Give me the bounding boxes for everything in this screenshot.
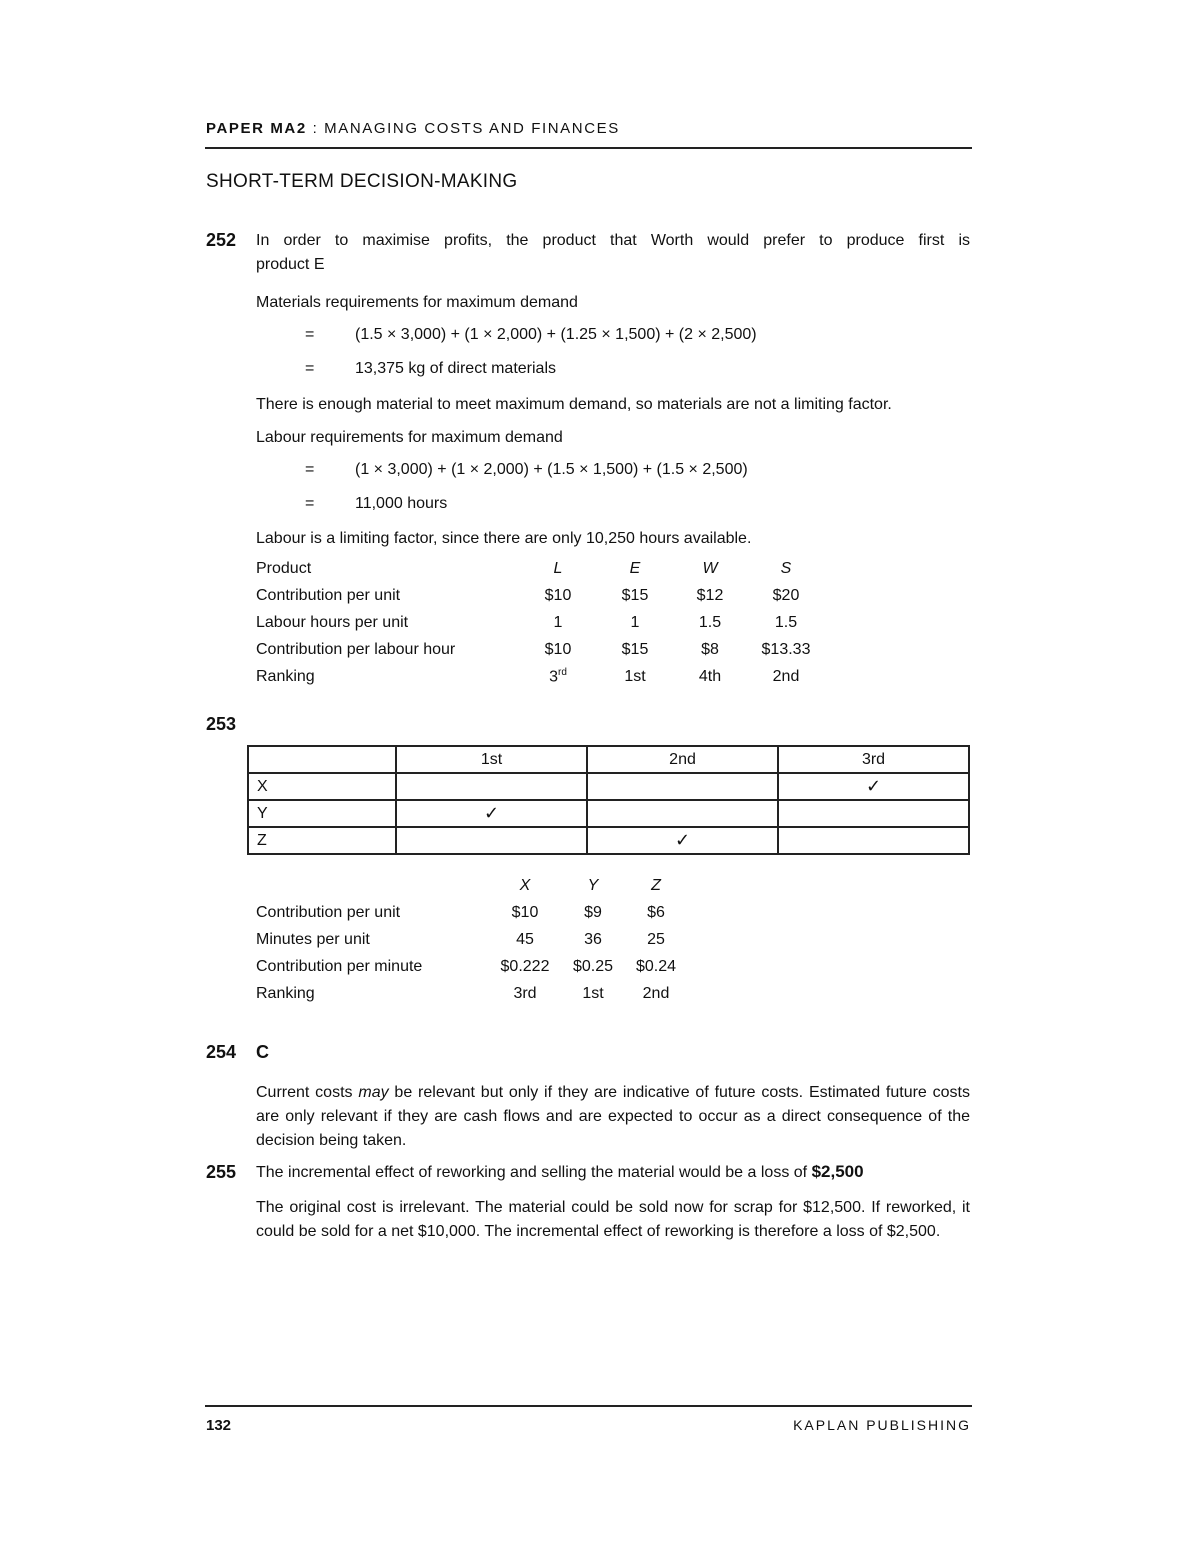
- table-cell: $20: [772, 586, 800, 604]
- table-cell: Ranking: [256, 984, 315, 1002]
- rank-value: 3: [549, 668, 558, 686]
- check-icon: ✓: [865, 776, 882, 796]
- materials-result: 13,375 kg of direct materials: [355, 360, 556, 377]
- explanation-text: be relevant but only if they are indicative of future costs. Estimated future costs are only relevant if they are cash flows and are expected to occur as a direct consequence of the decision being taken.: [256, 1084, 971, 1149]
- table-cell: $9: [584, 903, 602, 921]
- table-row: [256, 636, 824, 663]
- grid-cell: 3rd: [778, 746, 969, 773]
- table-cell: L: [553, 559, 563, 577]
- table-cell: Contribution per unit: [256, 903, 401, 921]
- table-cell: $12: [696, 586, 724, 604]
- table-cell: 45: [516, 930, 534, 948]
- minutes-ranking-table: [256, 872, 684, 1007]
- table-cell: [256, 872, 492, 899]
- labour-calculation: (1 × 3,000) + (1 × 2,000) + (1.5 × 1,500) + (1.5 × 2,500): [355, 461, 748, 478]
- table-cell: Minutes per unit: [256, 930, 370, 948]
- table-cell: Product: [256, 559, 312, 577]
- answer-text: The incremental effect of reworking and selling the material would be a loss of: [256, 1164, 812, 1181]
- footer-rule: [205, 1405, 972, 1407]
- table-cell: E: [629, 559, 641, 577]
- labour-note: Labour is a limiting factor, since there are only 10,250 hours available.: [256, 530, 752, 547]
- table-cell: $6: [647, 903, 665, 921]
- table-cell: $15: [621, 586, 649, 604]
- table-row: [256, 663, 824, 690]
- table-cell: 1: [630, 613, 640, 631]
- paper-subject: MANAGING COSTS AND FINANCES: [324, 120, 620, 137]
- grid-row: [248, 827, 969, 854]
- grid-cell: 2nd: [587, 746, 778, 773]
- grid-cell: [778, 827, 969, 854]
- table-cell: $15: [621, 640, 649, 658]
- question-255-answer: [256, 1160, 864, 1185]
- table-cell: S: [780, 559, 792, 577]
- running-header: [206, 120, 620, 137]
- table-row: [256, 926, 684, 953]
- table-cell: 36: [584, 930, 602, 948]
- table-cell: 1.5: [698, 613, 722, 631]
- grid-cell: [396, 800, 587, 827]
- grid-cell: [778, 800, 969, 827]
- check-icon: ✓: [484, 803, 500, 823]
- equals-sign: =: [305, 495, 315, 512]
- table-cell: Contribution per labour hour: [256, 640, 456, 658]
- table-cell: Y: [587, 876, 599, 894]
- table-cell: 4th: [698, 667, 722, 685]
- table-cell: 2nd: [642, 984, 670, 1002]
- answer-line-1: In order to maximise profits, the product that Worth would prefer to produce first is: [256, 232, 970, 249]
- grid-cell: Z: [248, 827, 396, 854]
- materials-calculation: (1.5 × 3,000) + (1 × 2,000) + (1.25 × 1,500) + (2 × 2,500): [355, 326, 757, 343]
- table-cell: X: [519, 876, 531, 894]
- page-number: 132: [206, 1417, 232, 1434]
- table-row: [256, 980, 684, 1007]
- grid-cell: [396, 827, 587, 854]
- header-rule: [205, 147, 972, 149]
- table-row: [256, 953, 684, 980]
- explanation-emphasis: may: [358, 1084, 389, 1101]
- grid-cell: 1st: [396, 746, 587, 773]
- question-253-number: 253: [206, 714, 237, 734]
- equals-sign: =: [305, 360, 315, 377]
- table-cell: Ranking: [256, 667, 315, 685]
- table-cell: W: [702, 559, 718, 577]
- table-cell: $10: [544, 586, 572, 604]
- materials-heading: Materials requirements for maximum demand: [256, 294, 578, 311]
- section-title: SHORT-TERM DECISION-MAKING: [206, 171, 518, 192]
- table-cell: $10: [544, 640, 572, 658]
- table-row: [256, 899, 684, 926]
- table-cell: 25: [647, 930, 665, 948]
- grid-cell: [587, 773, 778, 800]
- grid-cell: Y: [248, 800, 396, 827]
- equals-sign: =: [305, 326, 315, 343]
- grid-cell: [396, 773, 587, 800]
- grid-header-row: [248, 746, 969, 773]
- table-cell: $10: [511, 903, 539, 921]
- grid-cell: [587, 800, 778, 827]
- equals-sign: =: [305, 461, 315, 478]
- check-icon: ✓: [674, 830, 691, 850]
- rank-suffix: rd: [558, 666, 567, 678]
- product-ranking-table: [256, 555, 824, 690]
- table-cell: Z: [651, 876, 661, 894]
- table-cell: $8: [701, 640, 719, 658]
- grid-cell: [778, 773, 969, 800]
- table-cell: 1: [553, 613, 563, 631]
- labour-result: 11,000 hours: [355, 495, 448, 512]
- grid-row: [248, 800, 969, 827]
- question-254-explanation: [256, 1081, 970, 1153]
- question-254-answer: C: [256, 1042, 269, 1062]
- grid-row: [248, 773, 969, 800]
- table-row: [256, 582, 824, 609]
- table-cell: [518, 663, 598, 690]
- grid-cell: [587, 827, 778, 854]
- table-cell: $0.24: [635, 957, 677, 975]
- table-cell: 1.5: [774, 613, 798, 631]
- answer-amount: $2,500: [811, 1162, 864, 1181]
- table-cell: Contribution per minute: [256, 957, 423, 975]
- header-separator: :: [306, 120, 325, 137]
- table-row: [256, 609, 824, 636]
- question-252-answer: [256, 229, 970, 277]
- table-cell: Labour hours per unit: [256, 613, 409, 631]
- question-255-number: 255: [206, 1162, 237, 1182]
- table-cell: 1st: [582, 984, 604, 1002]
- question-255-explanation: The original cost is irrelevant. The material could be sold now for scrap for $12,500. If reworked, it could be sold for a net $10,000. The incremental effect of reworking is therefore a loss of $2,500.: [256, 1199, 970, 1240]
- grid-cell: [248, 746, 396, 773]
- table-cell: $13.33: [761, 640, 811, 658]
- explanation-text: Current costs: [256, 1084, 359, 1101]
- question-252-number: 252: [206, 230, 237, 250]
- table-cell: $0.222: [500, 957, 550, 975]
- table-header-row: [256, 872, 684, 899]
- table-cell: 1st: [624, 667, 646, 685]
- materials-note: There is enough material to meet maximum demand, so materials are not a limiting factor.: [256, 396, 892, 413]
- publisher-name: KAPLAN PUBLISHING: [793, 1417, 971, 1433]
- table-cell: 2nd: [772, 667, 800, 685]
- paper-code: PAPER MA2: [206, 120, 307, 137]
- question-254-number: 254: [206, 1042, 237, 1062]
- answer-line-2: product E: [256, 256, 325, 273]
- table-cell: Contribution per unit: [256, 586, 401, 604]
- table-header-row: [256, 555, 824, 582]
- ranking-grid: [247, 745, 970, 855]
- table-cell: $0.25: [572, 957, 614, 975]
- table-cell: 3rd: [513, 984, 537, 1002]
- grid-cell: X: [248, 773, 396, 800]
- labour-heading: Labour requirements for maximum demand: [256, 429, 563, 446]
